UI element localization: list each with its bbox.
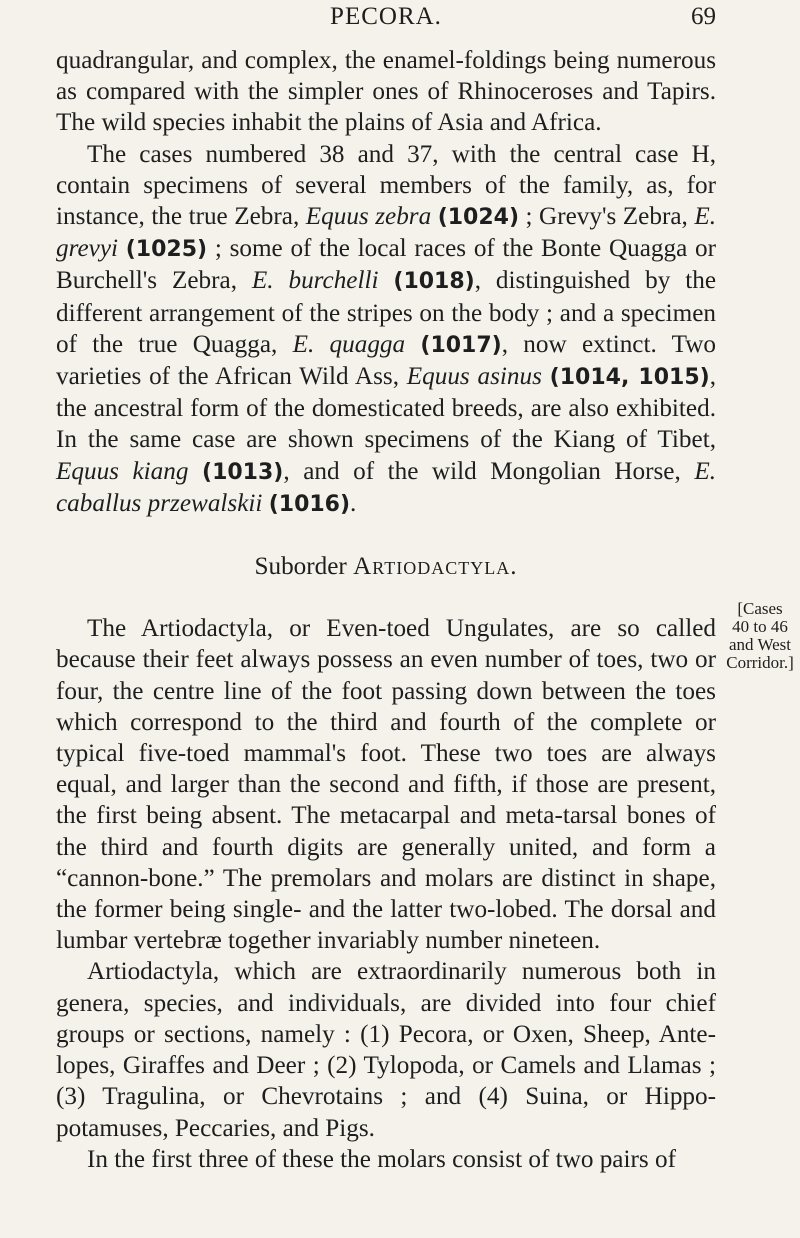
specimen-number: (1014, 1015)	[549, 365, 710, 391]
text-run: .	[350, 489, 357, 517]
running-title: PECORA.	[330, 3, 442, 30]
heading-name: Artiodactyla.	[353, 553, 518, 581]
text-run: , the ancestral form of the domesticated breeds, are also exhibited. In the same case are shown specimens of the Kiang of Tibet,	[56, 363, 717, 454]
specimen-number: (1016)	[268, 491, 351, 517]
text-run: ; some of the local races of the Bonte Quagga or Burchell's Zebra,	[56, 235, 717, 295]
page-number: 69	[691, 3, 716, 30]
species-name: E. quagga	[292, 330, 406, 358]
paragraph: quadrangular, and complex, the enamel-foldings being numerous as compared with the simpler ones of Rhinoceroses and Tapirs. The wild species inhabit the plains of Asia and Africa.	[56, 47, 716, 137]
text-run: , now extinct. Two varieties of the African Wild Ass,	[56, 330, 716, 391]
text-run: ; Grevy's Zebra,	[519, 203, 695, 231]
specimen-number: (1013)	[202, 459, 284, 485]
margin-note-line: 40 to 46	[732, 617, 788, 636]
margin-note-line: and West	[728, 635, 792, 654]
section-heading	[56, 551, 716, 582]
text-run: The cases numbered 38 and 37, with the central case H, contain specimens of several members of the family, as, for instance, the true Zebra,	[56, 140, 716, 231]
paragraph: The Artiodactyla, or Even-toed Ungulates, are so called because their feet always possess an even number of toes, two or four, the centre line of the foot passing down between the toes which correspond to the third and fourth of the complete or typical five-toed mammal's foot. These two toes are always equal, and larger than the second and fifth, if those are present, the first being absent. The metacarpal and meta-tarsal bones of the third and fourth digits are generally united, and form a “cannon-bone.” The premolars and molars are distinct in shape, the former being single- and the latter two-lobed. The dorsal and lumbar vertebræ together invariably number nineteen.	[56, 615, 716, 955]
text-run: , distinguished by the different arrangement of the stripes on the body ; and a specimen of the true Quagga,	[56, 267, 717, 358]
specimen-number: (1017)	[420, 332, 502, 358]
species-name: Equus zebra	[305, 203, 432, 231]
margin-note	[722, 600, 798, 672]
text-run: , and of the wild Mongolian Horse,	[283, 457, 695, 485]
species-name: Equus kiang	[56, 457, 189, 485]
species-name: E. burchelli	[251, 267, 379, 295]
margin-note-line: [Cases	[737, 599, 783, 618]
paragraph	[56, 139, 716, 520]
specimen-number: (1025)	[125, 237, 208, 263]
species-name: Equus asinus	[406, 363, 542, 391]
species-name: E. grevyi	[56, 203, 716, 263]
paragraph: In the first three of these the molars consist of two pairs of	[87, 1145, 676, 1173]
body-text	[56, 45, 716, 1175]
specimen-number: (1024)	[437, 205, 520, 231]
margin-note-line: Corridor.]	[726, 653, 794, 672]
paragraph: Artiodactyla, which are extraordinarily numerous both in genera, species, and individuals, are divided into four chief groups or sections, namely : (1) Pecora, or Oxen, Sheep, Ante-lopes, Giraffes and Deer ; (2) Tylopoda, or Camels and Llamas ; (3) Tragulina, or Chevrotains ; and (4) Suina, or Hippo-potamuses, Peccaries, and Pigs.	[56, 958, 716, 1142]
specimen-number: (1018)	[393, 269, 475, 295]
heading-prefix: Suborder	[254, 553, 354, 581]
species-name: E. caballus przewalskii	[56, 457, 716, 517]
